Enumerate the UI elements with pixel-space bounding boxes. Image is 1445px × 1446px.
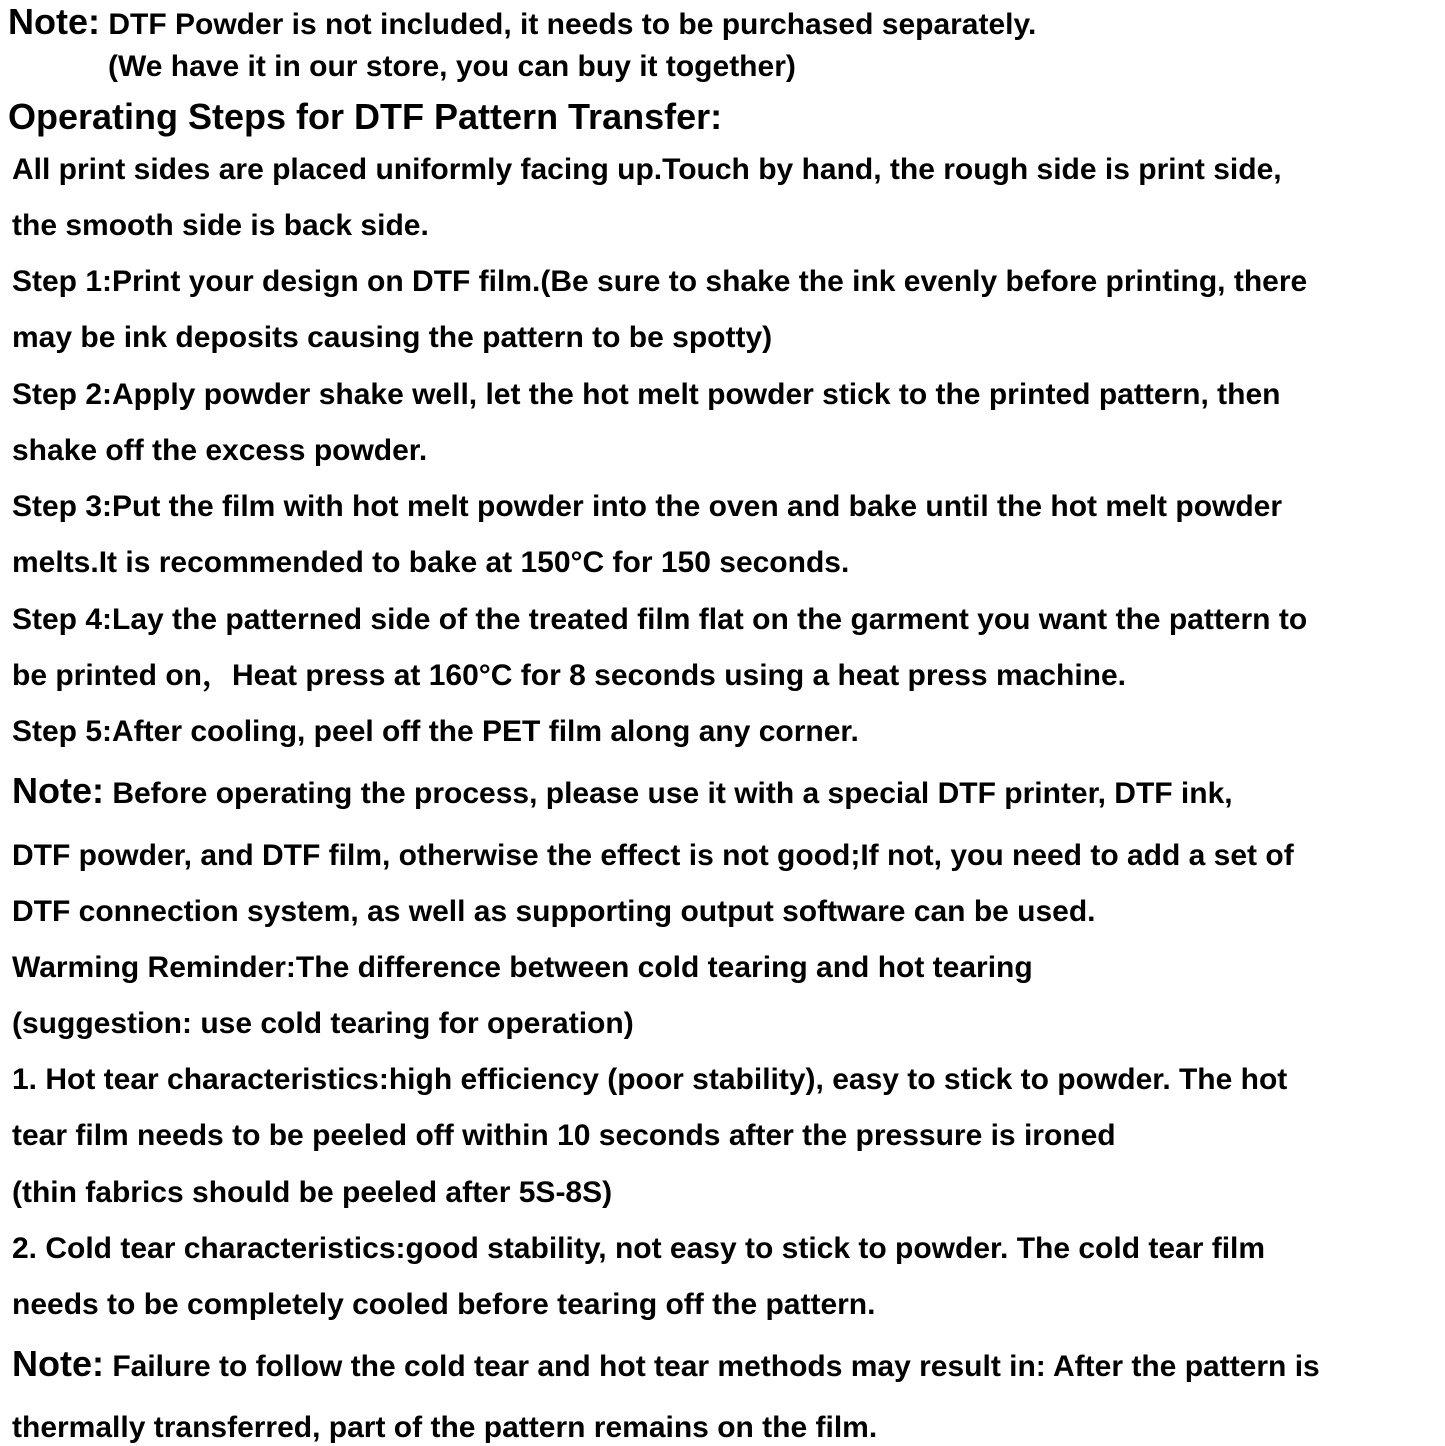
- note-label: Note:: [12, 770, 104, 811]
- step-line: Step 5:After cooling, peel off the PET film along any corner.: [12, 715, 859, 748]
- reminder-line: (suggestion: use cold tearing for operation): [12, 1007, 634, 1040]
- reminder-line: 2. Cold tear characteristics:good stability, not easy to stick to powder. The cold tear film: [12, 1232, 1266, 1265]
- step-line: Step 2:Apply powder shake well, let the hot melt powder stick to the printed pattern, then: [12, 378, 1281, 411]
- note-text: Before operating the process, please use it with a special DTF printer, DTF ink,: [104, 777, 1233, 810]
- note3-line: [12, 1343, 1320, 1385]
- note2-line: DTF connection system, as well as supporting output software can be used.: [12, 895, 1096, 928]
- step-line: Step 1:Print your design on DTF film.(Be sure to shake the ink evenly before printing, there: [12, 265, 1308, 298]
- step-line: shake off the excess powder.: [12, 434, 428, 467]
- note2-line: [12, 770, 1233, 812]
- page-title: Operating Steps for DTF Pattern Transfer:: [8, 96, 723, 137]
- step-line: melts.It is recommended to bake at 150°C for 150 seconds.: [12, 546, 850, 579]
- step-line: Step 3:Put the film with hot melt powder into the oven and bake until the hot melt powder: [12, 490, 1283, 523]
- reminder-line: needs to be completely cooled before tearing off the pattern.: [12, 1288, 876, 1321]
- intro-line: All print sides are placed uniformly facing up.Touch by hand, the rough side is print side,: [12, 153, 1282, 186]
- note-text: Failure to follow the cold tear and hot tear methods may result in: After the pattern is: [104, 1350, 1320, 1383]
- reminder-line: tear film needs to be peeled off within 10 seconds after the pressure is ironed: [12, 1119, 1116, 1152]
- step-line: be printed on，Heat press at 160°C for 8 seconds using a heat press machine.: [12, 659, 1126, 692]
- reminder-line: (thin fabrics should be peeled after 5S-8S): [12, 1176, 613, 1209]
- reminder-line: Warming Reminder:The difference between cold tearing and hot tearing: [12, 951, 1033, 984]
- intro-line: the smooth side is back side.: [12, 209, 429, 242]
- note-label: Note:: [8, 1, 100, 42]
- header-note-line: [8, 1, 1037, 43]
- step-line: may be ink deposits causing the pattern to be spotty): [12, 321, 773, 354]
- note-label: Note:: [12, 1343, 104, 1384]
- note3-line: thermally transferred, part of the pattern remains on the film.: [12, 1411, 878, 1444]
- step-line: Step 4:Lay the patterned side of the treated film flat on the garment you want the pattern to: [12, 603, 1308, 636]
- reminder-line: 1. Hot tear characteristics:high efficiency (poor stability), easy to stick to powder. The hot: [12, 1063, 1288, 1096]
- header-note-sub: (We have it in our store, you can buy it together): [108, 50, 796, 83]
- note-text: DTF Powder is not included, it needs to be purchased separately.: [100, 8, 1037, 41]
- note2-line: DTF powder, and DTF film, otherwise the effect is not good;If not, you need to add a set of: [12, 839, 1294, 872]
